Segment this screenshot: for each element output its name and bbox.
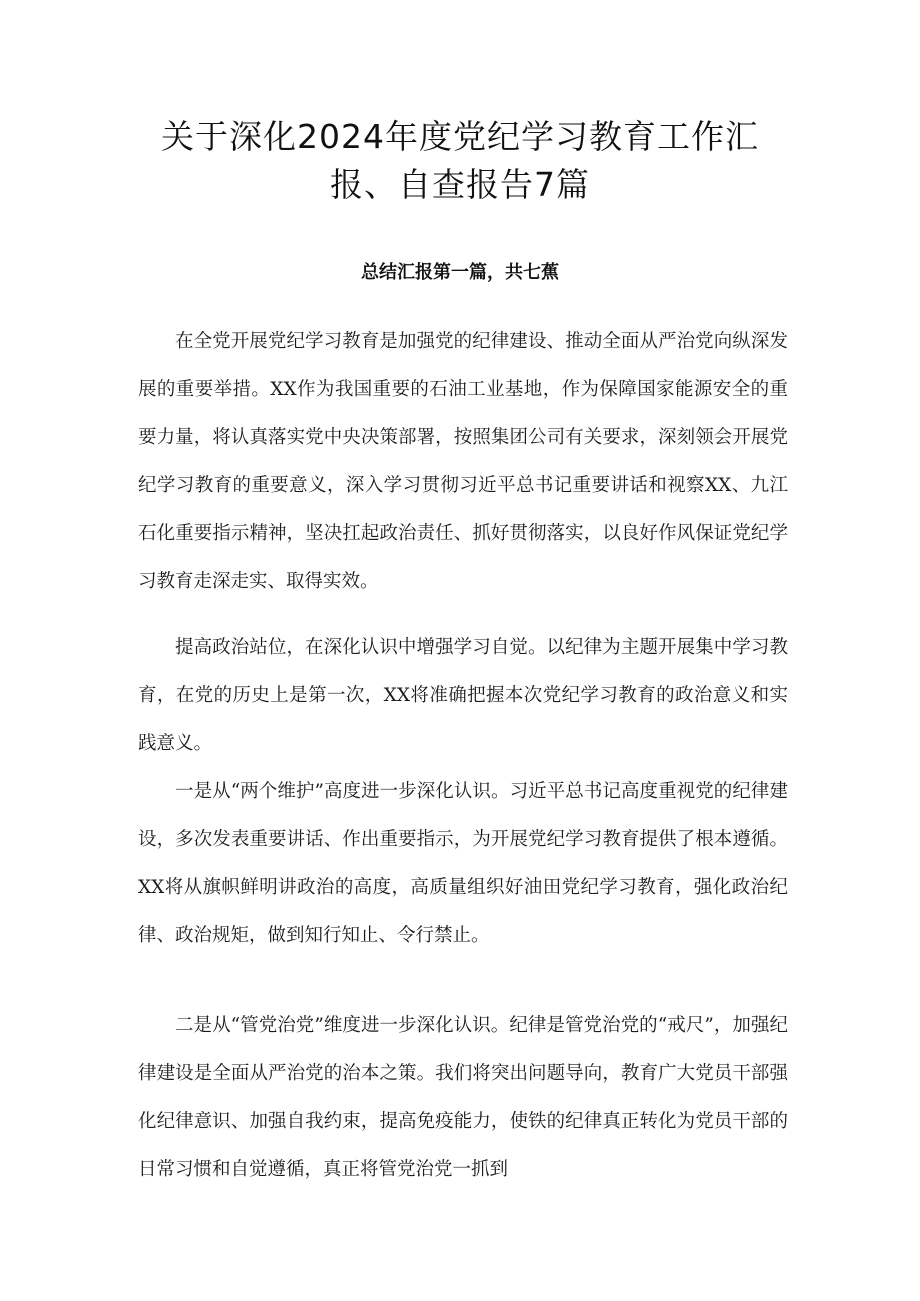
document-title-line-1: 关于深化2024年度党纪学习教育工作汇 [161, 117, 759, 156]
paragraph-4: 二是从“管党治党”维度进一步深化认识。纪律是管党治党的“戒尺”，加强纪律建设是全面从严治党的治本之策。我们将突出问题导向，教育广大党员干部强化纪律意识、加强自我约束，提高免疫能力，使铁的纪律真正转化为党员干部的日常习惯和自觉遵循，真正将管党治党一抓到 [138, 1015, 788, 1180]
paragraph-3: 一是从“两个维护”高度进一步深化认识。习近平总书记高度重视党的纪律建设，多次发表重要讲话、作出重要指示，为开展党纪学习教育提供了根本遵循。XX将从旗帜鲜明讲政治的高度，高质量组织好油田党纪学习教育，强化政治纪律、政治规矩，做到知行知止、令行禁止。 [138, 781, 788, 946]
document-title-line-2: 报、自查报告7篇 [330, 165, 590, 204]
section-subtitle: 总结汇报第一篇，共七蕉 [361, 262, 559, 283]
paragraph-2: 提高政治站位，在深化认识中增强学习自觉。以纪律为主题开展集中学习教育，在党的历史上是第一次，XX将准确把握本次党纪学习教育的政治意义和实践意义。 [138, 637, 788, 754]
paragraph-1: 在全党开展党纪学习教育是加强党的纪律建设、推动全面从严治党向纵深发展的重要举措。XX作为我国重要的石油工业基地，作为保障国家能源安全的重要力量，将认真落实党中央决策部署，按照集团公司有关要求，深刻领会开展党纪学习教育的重要意义，深入学习贯彻习近平总书记重要讲话和视察XX、九江石化重要指示精神，坚决扛起政治责任、抓好贯彻落实，以良好作风保证党纪学习教育走深走实、取得实效。 [138, 331, 788, 592]
